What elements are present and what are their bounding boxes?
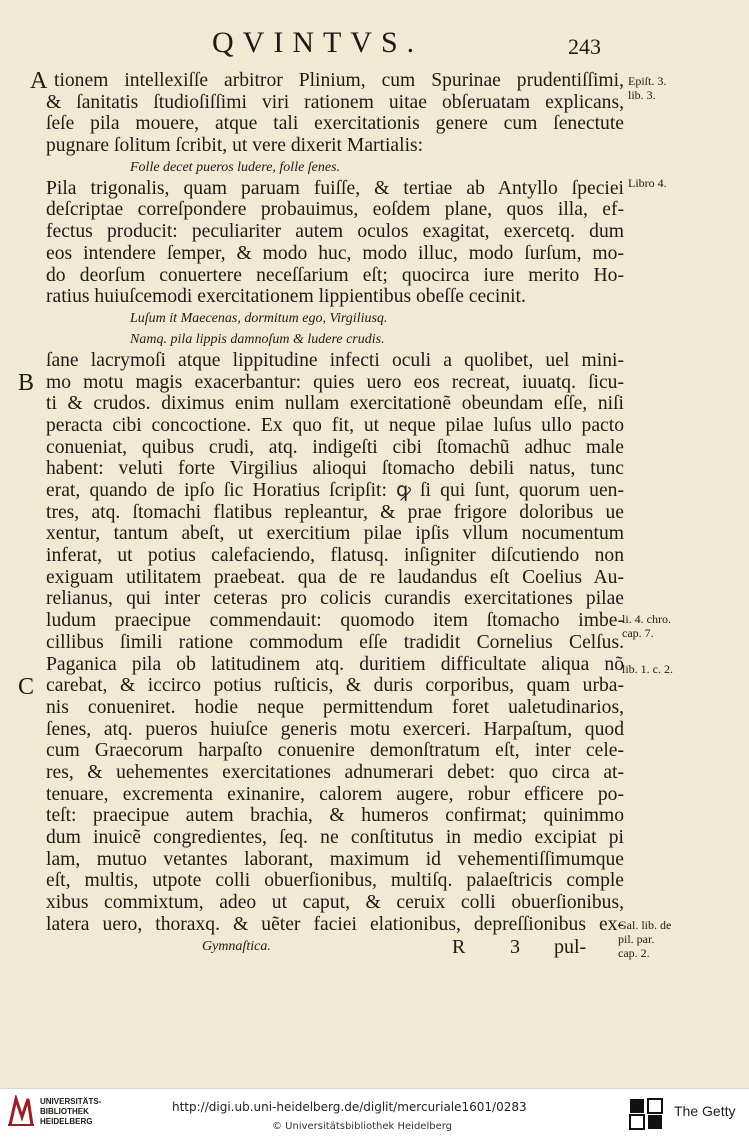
text-line: xibus commixtum, adeo ut caput, & ceruix colli obuerſionibus, [46,892,624,914]
text-line: ludum praecipue commendauit: quomodo item ſtomacho imbe- [46,610,624,632]
text-line: res, & uehementes exercitationes adnumerari debet: quo circa at- [46,761,624,783]
university-library-logo-icon [6,1095,36,1129]
text-line: exiguam utilitatem praebeat. qua de re laudandus eſt Coelius Au- [46,566,624,588]
text-line: ſenes, atq. pueros huiuſce generis motu exerceri. Harpaſtum, quod [46,718,624,740]
verse-quote-2 [34,308,624,350]
text-line: erat, quando de ipſo ſic Horatius ſcripſit: ꝙ ſi qui ſunt, quorum uen- [46,480,624,501]
margin-note-lib1: lib. 1. c. 2. [622,662,673,676]
text-line: tenuare, excrementa exinanire, calorem augere, robur efficere po- [46,783,624,805]
text-line: nis conueniret. hodie neque permittendum foret ualetudinarios, [46,696,624,718]
text-line: Pila trigonalis, quam paruam fuiſſe, & tertiae ab Antyllo ſpeciei [46,177,624,199]
body-text [34,70,624,959]
section-letter-c: C [18,674,35,700]
text-line: xentur, tantum abeſt, ut exercitium pilae ipſis vllum nocumentum [46,523,624,545]
text-line: habent: veluti forte Virgilius alioqui ſtomacho debili natus, tunc [46,458,624,480]
getty-name: The Getty [674,1103,736,1119]
text-line: teſt: praecipue autem brachia, & humeros confirmat; quinimmo [46,805,624,827]
page-number: 243 [568,34,601,59]
page-header [0,26,749,66]
text-line: inferat, ut potius calefaciendo, flatusq. inſigniter diſcutiendo non [46,545,624,567]
signature-line [34,935,624,959]
permalink[interactable]: http://digi.ub.uni-heidelberg.de/diglit/mercuriale1601/0283 [172,1100,527,1114]
verse-quote: Folle decet pueros ludere, folle ſenes. [130,159,341,175]
text-line: ſeſe pila mouere, atque tali exercitationis genere cum ſenectute [46,113,624,135]
catchword: pul- [554,936,587,959]
text-line: fectus producit: peculiariter autem oculos exagitat, exercetq. dum [46,221,624,243]
margin-note-gal: Gal. lib. de pil. par. cap. 2. [618,918,672,960]
university-library-name-text: UNIVERSITÄTS- BIBLIOTHEK HEIDELBERG [40,1097,102,1126]
copyright-notice: © Universitätsbibliothek Heidelberg [272,1121,453,1132]
paragraph-3 [34,350,624,936]
university-library-name [40,1097,101,1127]
gathering-signature: R [452,936,466,959]
text-line: ratius huiuſcemodi exercitationem lippientibus obeſſe cecinit. [46,286,526,308]
text-line: tionem intellexiſſe arbitror Plinium, cum Spurinae prudentiſſimi, [54,70,624,91]
text-line: Paganica pila ob latitudinem atq. duritiem difficultate aliqua nõ [46,653,624,675]
text-line: ti & crudos. diximus enim nullam exercitationẽ obeundam eſſe, niſi [46,393,624,415]
text-line: peracta cibi concoctione. Ex quo fit, ut neque pilae luſus ullo pacto [46,414,624,436]
section-letter-b: B [18,370,35,396]
text-line: eos intendere ſemper, & modo huc, modo illuc, modo ſurſum, mo- [46,242,624,264]
text-line: conueniat, quibus crudi, atq. indigeſti cibi ſtomachũ adhuc male [46,436,624,458]
running-head: QVINTVS. [212,26,424,59]
text-line: cillibus ſimili ratione commodum eſſe tradidit Cornelius Celſus. [46,631,624,653]
text-line: dum inuicẽ congredientes, ſeq. ne conſtitutus in medio excipiat pi [46,827,624,848]
verse-line: Namq. pila lippis damnoſum & ludere crudis. [130,331,385,347]
text-line: relianus, qui inter ceteras pro colicis curandis exercitationes pilae [46,588,624,610]
getty-logo-icon [628,1097,664,1131]
verse-line: Luſum it Maecenas, dormitum ego, Virgiliusq. [130,310,388,326]
paragraph-1 [34,70,624,157]
margin-note-chro: li. 4. chro. cap. 7. [622,612,671,640]
text-line: do deorſum conuertere neceſſarium eſt; quocirca iure merito Ho- [46,264,624,286]
gathering-signature-number: 3 [510,936,520,959]
text-line: ſane lacrymoſi atque lippitudine infecti oculi a quolibet, uel mini- [46,349,624,371]
text-line: lam, mutuo vetantes laborant, maximum id vehementiſſimumque [46,848,624,870]
catchword-left: Gymnaſtica. [202,939,271,955]
viewer-footer [0,1088,749,1142]
text-line: eſt, multis, utpote colli obuerſionibus, multiſq. palaeſtricis comple [46,870,624,892]
paragraph-2 [34,178,624,308]
section-letter-a: A [30,68,48,94]
margin-note-libro: Libro 4. [628,176,667,190]
text-line: deſcriptae correſpondere probauimus, eoſdem plane, quos illa, ef- [46,199,624,221]
text-line: mo motu magis exacerbantur: quies uero eos recreat, iuuatq. ſicu- [46,371,624,393]
text-line: pugnare ſolitum ſcribit, ut vere dixerit Martialis: [46,135,424,157]
text-line: carebat, & iccirco potius ruſticis, & duris corporibus, quam urba- [46,675,624,697]
margin-note-epist: Epiſt. 3. lib. 3. [628,74,667,102]
text-line: & ſanitatis ſtudioſiſſimi viri rationem uitae obſeruatam explicans, [46,91,624,113]
text-line: tres, atq. ſtomachi flatibus repleantur, & prae frigore doloribus ue [46,501,624,523]
text-line: cum Graecorum harpaſto conuenire demonſtratum eſt, inter cele- [46,740,624,762]
text-line: latera uero, thoraxq. & uẽter faciei elationibus, depreſſionibus ex- [46,913,624,935]
